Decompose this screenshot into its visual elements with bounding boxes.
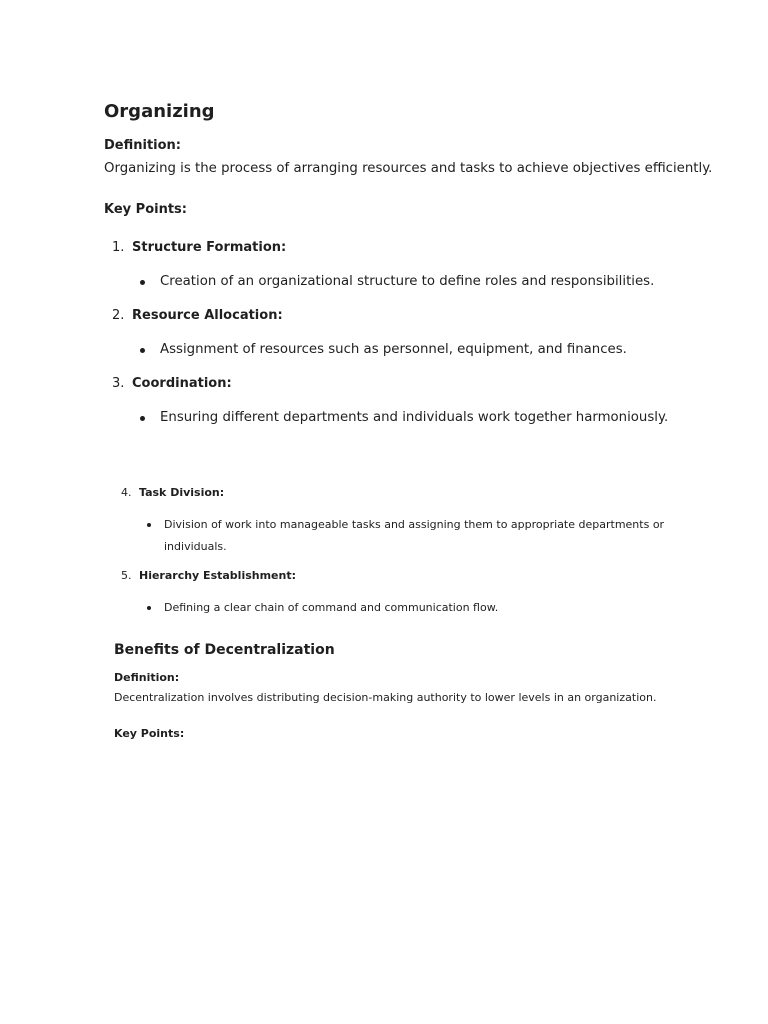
item-title: Structure Formation: (132, 240, 287, 255)
list-number: 2. (112, 308, 125, 323)
list-item (114, 484, 714, 558)
bullet-list (132, 408, 744, 428)
section-organizing (104, 99, 744, 428)
list-number: 4. (121, 486, 132, 499)
list-item (104, 374, 744, 428)
bullet-item (164, 597, 714, 619)
bullet-item (160, 408, 744, 428)
bullet-icon (147, 523, 151, 527)
bullet-icon (147, 606, 151, 610)
definition-label: Definition: (114, 671, 180, 684)
bullet-text-line1: Defining a clear chain of command and communication flow. (164, 601, 499, 614)
bullet-icon (140, 348, 145, 353)
bullet-list (139, 597, 714, 619)
bullet-icon (140, 280, 145, 285)
page-title: Organizing (104, 101, 215, 122)
item-title: Resource Allocation: (132, 308, 283, 323)
key-points-list (104, 238, 744, 428)
bullet-item (160, 340, 744, 360)
definition-label: Definition: (104, 138, 182, 153)
bullet-list (139, 514, 714, 558)
bullet-text: Assignment of resources such as personnel, equipment, and finances. (160, 342, 627, 357)
bullet-list (132, 272, 744, 292)
key-points-label: Key Points: (114, 727, 185, 740)
list-item (104, 238, 744, 292)
key-points-list-continued (114, 484, 714, 619)
key-points-label: Key Points: (104, 202, 187, 217)
bullet-icon (140, 416, 145, 421)
item-title: Hierarchy Establishment: (139, 569, 297, 582)
section-continued-points (114, 484, 714, 619)
definition-text: Organizing is the process of arranging resources and tasks to achieve objectives efficiently. (104, 161, 713, 176)
section-decentralization (114, 640, 714, 742)
list-number: 5. (121, 569, 132, 582)
bullet-text: Ensuring different departments and individuals work together harmoniously. (160, 410, 669, 425)
definition-text: Decentralization involves distributing decision-making authority to lower levels in an organization. (114, 691, 657, 704)
bullet-item (164, 514, 714, 558)
section-title: Benefits of Decentralization (114, 642, 335, 658)
list-number: 1. (112, 240, 125, 255)
item-title: Task Division: (139, 486, 225, 499)
item-title: Coordination: (132, 376, 232, 391)
bullet-text-line2: individuals. (164, 540, 227, 553)
bullet-text-line1: Division of work into manageable tasks and assigning them to appropriate departments or (164, 518, 665, 531)
list-item (114, 567, 714, 619)
list-number: 3. (112, 376, 125, 391)
bullet-item (160, 272, 744, 292)
bullet-text: Creation of an organizational structure to define roles and responsibilities. (160, 274, 655, 289)
bullet-list (132, 340, 744, 360)
list-item (104, 306, 744, 360)
